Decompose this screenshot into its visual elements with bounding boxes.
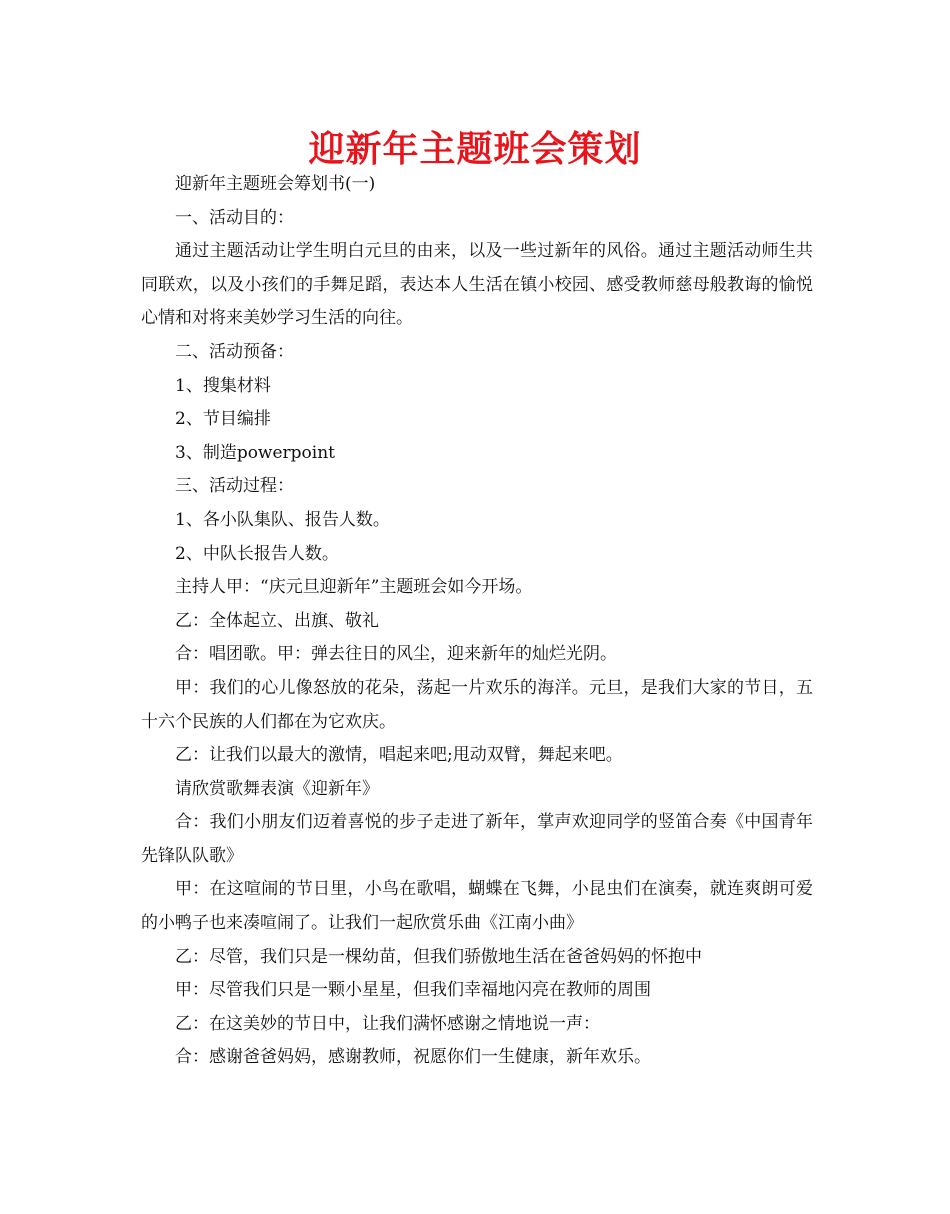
section-heading: 三、活动过程： [175, 476, 294, 497]
list-item: 2、节目编排 [175, 409, 271, 430]
document-body [141, 168, 813, 1075]
script-line: 乙：在这美妙的节日中，让我们满怀感谢之情地说一声： [175, 1013, 600, 1034]
script-line: 合：我们小朋友们迈着喜悦的步子走进了新年，掌声欢迎同学的竖笛合奏《中国青年先锋队队歌》 [141, 812, 813, 866]
list-item: 2、中队长报告人数。 [175, 543, 339, 564]
script-line: 乙：让我们以最大的激情，唱起来吧;甩动双臂，舞起来吧。 [175, 745, 623, 766]
paragraph: 通过主题活动让学生明白元旦的由来，以及一些过新年的风俗。通过主题活动师生共同联欢，以及小孩们的手舞足蹈，表达本人生活在镇小校园、感受教师慈母般教诲的愉悦心情和对将来美妙学习生活的向往。 [141, 241, 813, 329]
script-line: 甲：我们的心儿像怒放的花朵，荡起一片欢乐的海洋。元旦，是我们大家的节日，五十六个民族的人们都在为它欢庆。 [141, 677, 813, 732]
paragraph: 迎新年主题班会筹划书(一) [175, 174, 376, 194]
script-line: 乙：全体起立、出旗、敬礼 [175, 610, 379, 631]
script-line: 合：唱团歌。甲：弹去往日的风尘，迎来新年的灿烂光阴。 [175, 644, 617, 665]
list-item: 3、制造powerpoint [175, 442, 336, 463]
script-line: 合：感谢爸爸妈妈，感谢教师，祝愿你们一生健康，新年欢乐。 [175, 1047, 651, 1068]
script-line: 甲：尽管我们只是一颗小星星，但我们幸福地闪亮在教师的周围 [175, 980, 651, 1001]
document-title: 迎新年主题班会策划 [308, 129, 642, 170]
script-line: 乙：尽管，我们只是一棵幼苗，但我们骄傲地生活在爸爸妈妈的怀抱中 [175, 946, 702, 967]
list-item: 1、搜集材料 [175, 375, 271, 396]
list-item: 1、各小队集队、报告人数。 [175, 509, 390, 530]
script-line: 甲：在这喧闹的节日里，小鸟在歌唱，蝴蝶在飞舞，小昆虫们在演奏，就连爽朗可爱的小鸭子也来凑喧闹了。让我们一起欣赏乐曲《江南小曲》 [141, 879, 813, 934]
script-line: 请欣赏歌舞表演《迎新年》 [175, 778, 379, 799]
script-line: 主持人甲：“庆元旦迎新年”主题班会如今开场。 [175, 577, 533, 598]
section-heading: 一、活动目的： [175, 207, 294, 228]
section-heading: 二、活动预备： [175, 341, 294, 362]
